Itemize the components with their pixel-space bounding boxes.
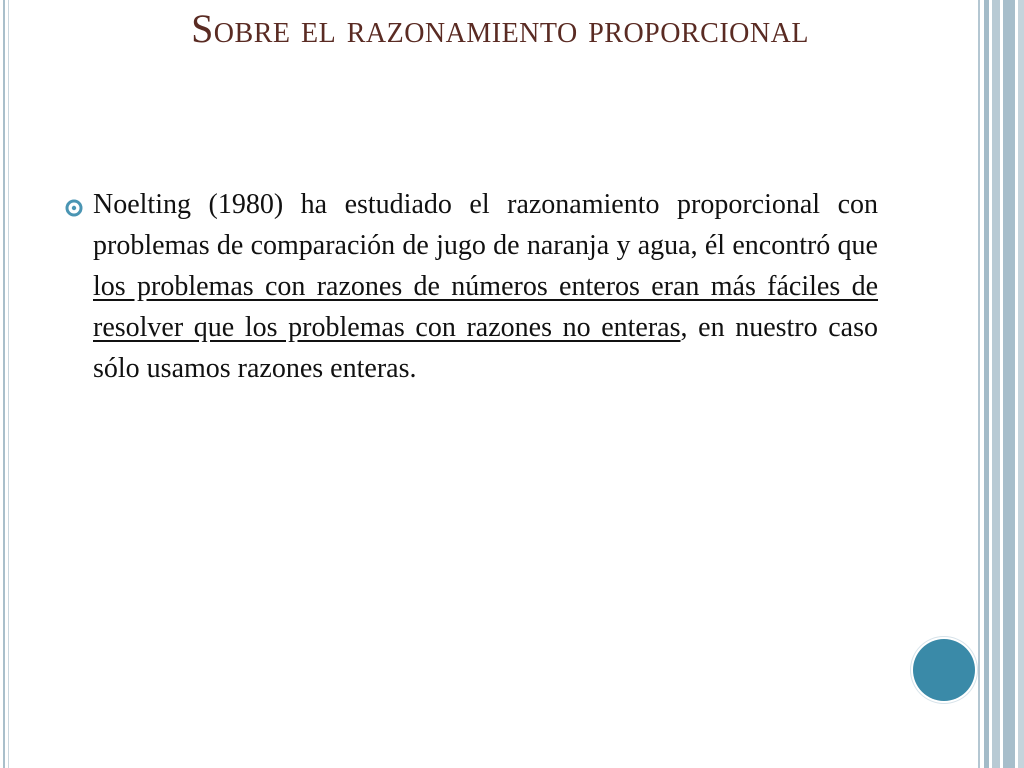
right-frame-stripe-2 bbox=[984, 0, 989, 768]
right-frame-stripe-5 bbox=[1018, 0, 1024, 768]
right-frame-stripe-1 bbox=[978, 0, 980, 768]
bullet-text-intro: Noelting (1980) ha estudiado el razonamiento proporcional con problemas de comparación de jugo de naranja y agua, él encontró que bbox=[93, 189, 878, 261]
decorative-circle bbox=[913, 639, 975, 701]
slide-title: Sobre el razonamiento proporcional bbox=[191, 6, 809, 51]
bullet-text bbox=[93, 184, 878, 389]
right-frame-stripe-3 bbox=[992, 0, 1000, 768]
bullet-text-underlined: los problemas con razones de números enteros eran más fáciles de resolver que los problemas con razones no enteras bbox=[93, 271, 878, 343]
bullet-text-conclusion: , en nuestro caso sólo usamos razones enteras. bbox=[93, 312, 878, 384]
left-frame-line bbox=[3, 0, 5, 768]
right-frame-stripe-4 bbox=[1003, 0, 1015, 768]
bullet-ring-icon bbox=[64, 198, 84, 218]
left-frame-line-thin bbox=[8, 0, 9, 768]
